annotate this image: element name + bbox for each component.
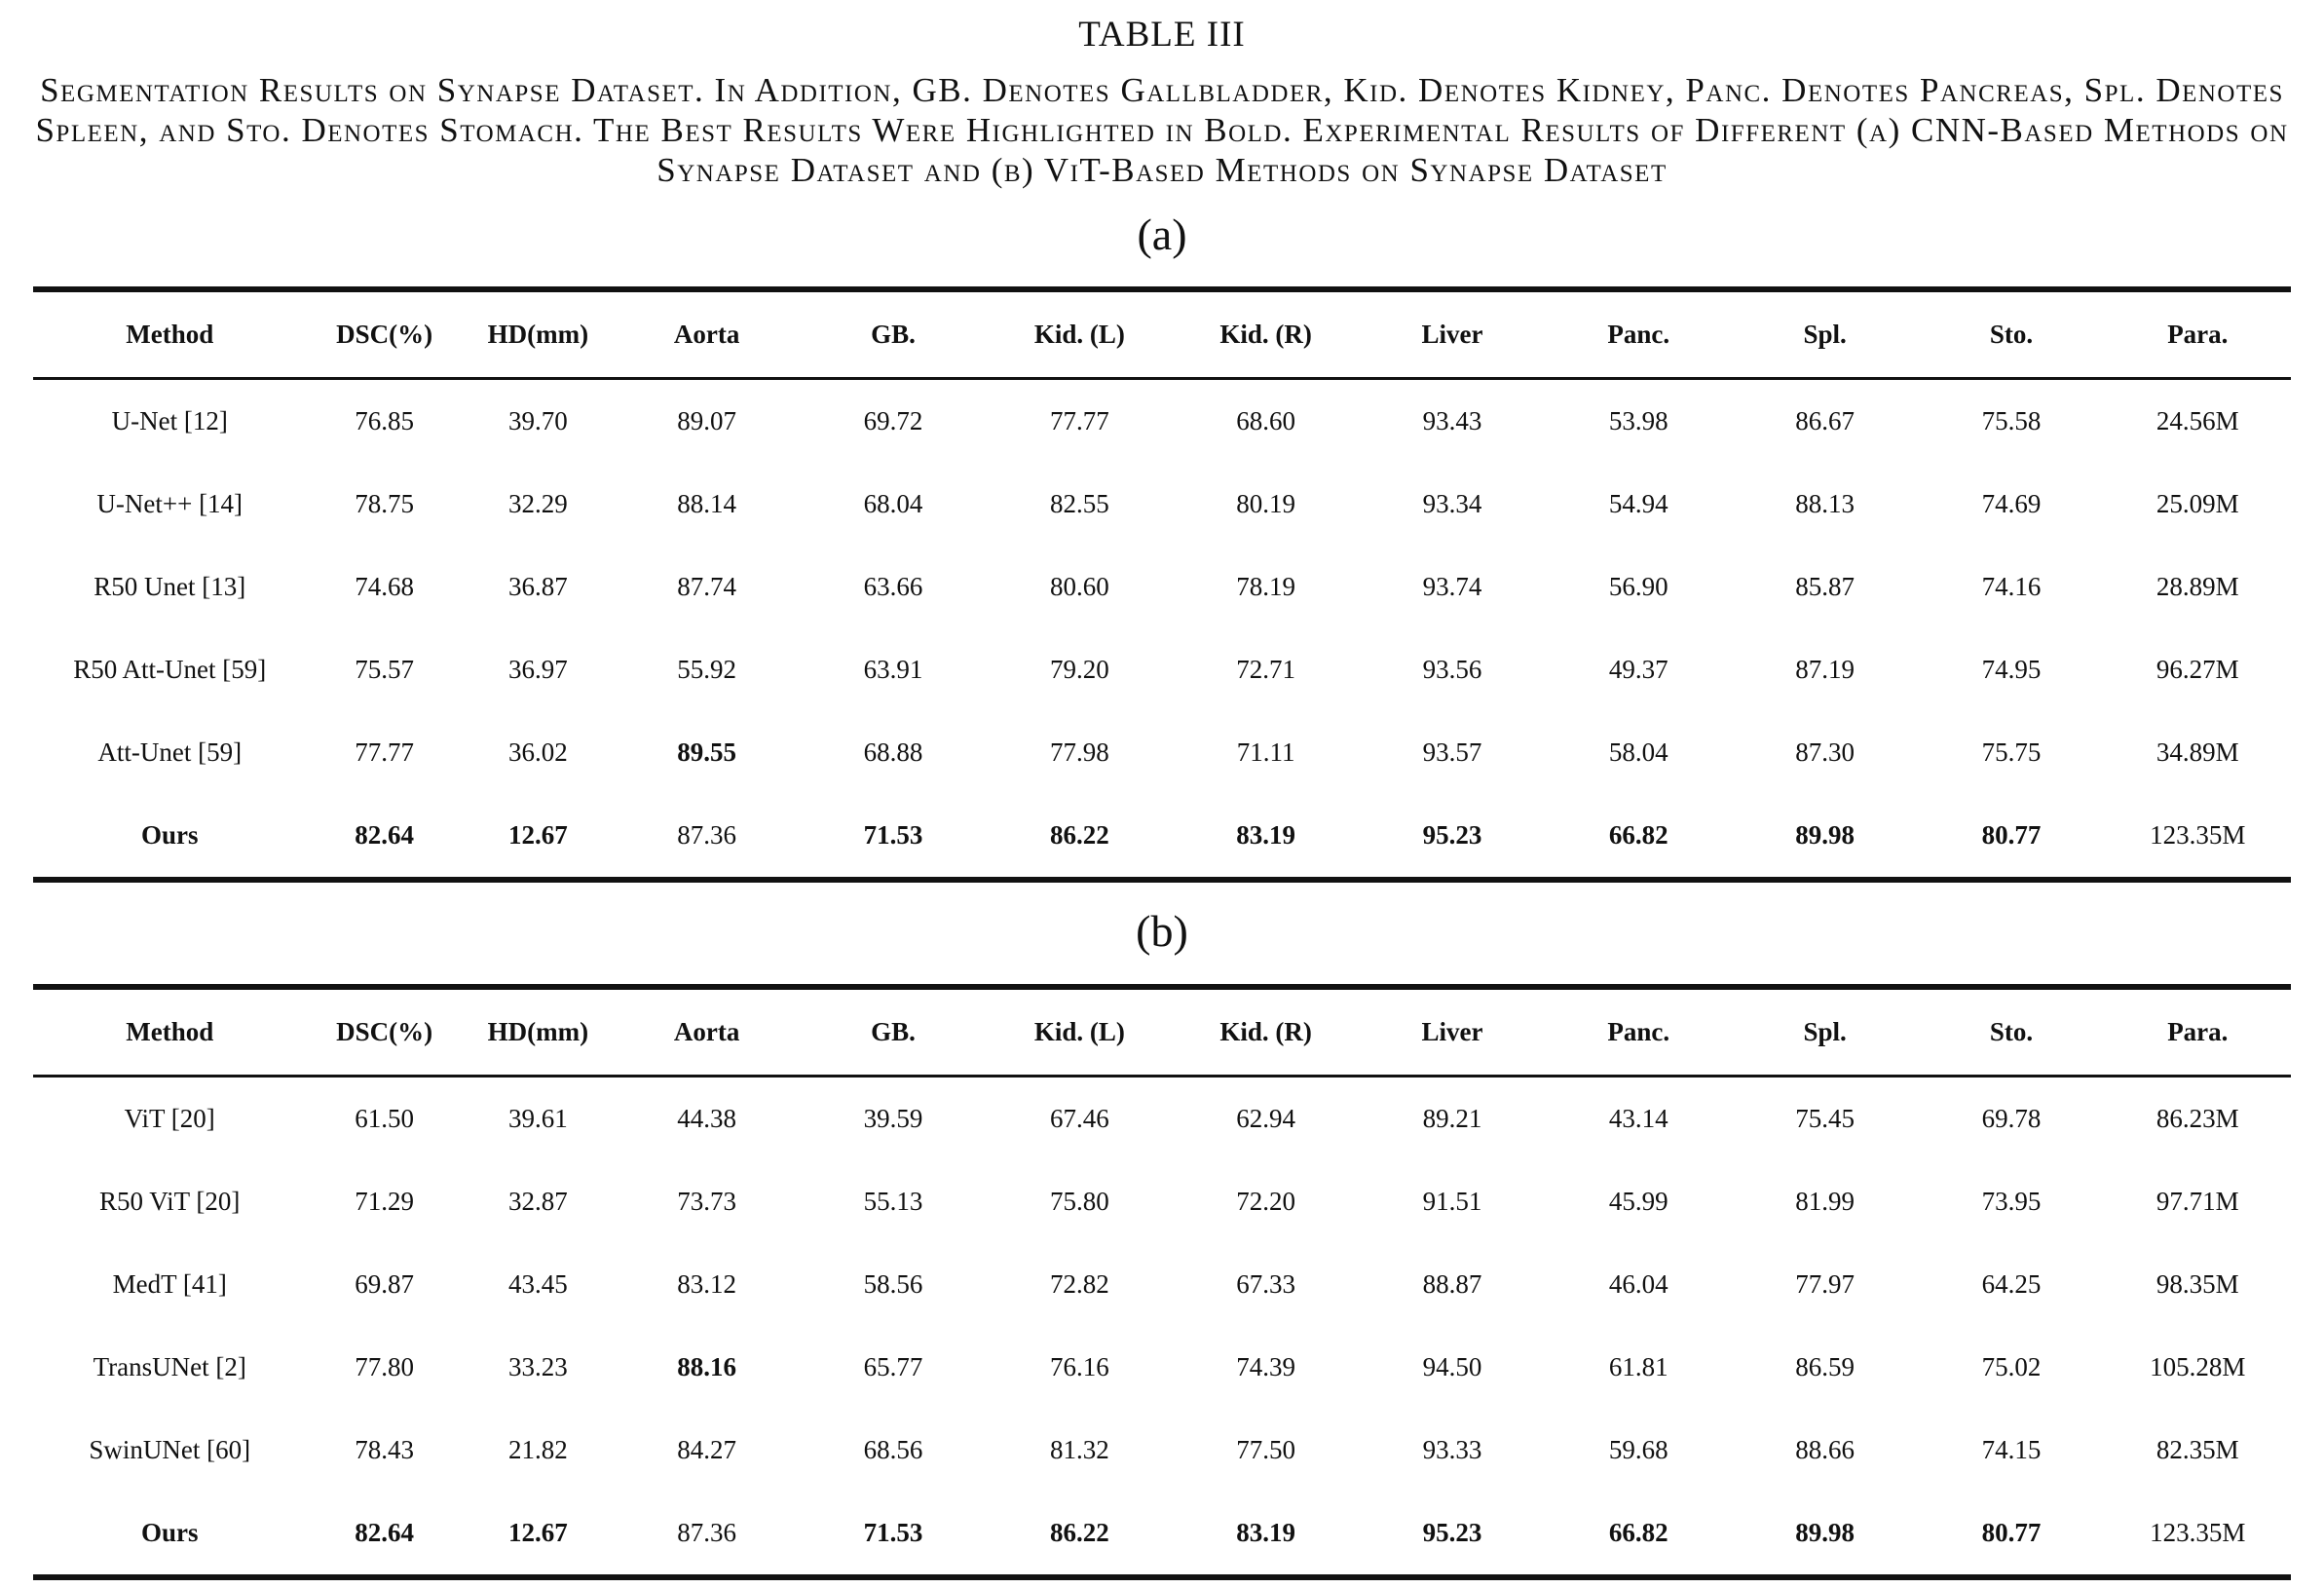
value-cell: 36.87 xyxy=(507,572,568,601)
column-header: Method xyxy=(126,1017,214,1046)
value-cell: 39.59 xyxy=(863,1104,923,1133)
value-cell: 82.64 xyxy=(355,1518,414,1547)
column-header: GB. xyxy=(871,320,916,349)
column-header: Panc. xyxy=(1607,1017,1670,1046)
value-cell: 74.15 xyxy=(1981,1435,2042,1464)
value-cell: 75.58 xyxy=(1981,406,2042,435)
value-cell: 72.20 xyxy=(1236,1187,1296,1216)
panel-b-label: (b) xyxy=(1136,906,1188,956)
value-cell: 68.60 xyxy=(1236,406,1296,435)
panel-a-label: (a) xyxy=(1137,209,1187,259)
column-header: GB. xyxy=(871,1017,916,1046)
method-cell: SwinUNet [60] xyxy=(89,1435,251,1464)
value-cell: 89.98 xyxy=(1795,1518,1855,1547)
value-cell: 89.98 xyxy=(1795,820,1855,850)
column-header: Para. xyxy=(2167,1017,2229,1046)
value-cell: 34.89M xyxy=(2155,737,2239,767)
value-cell: 93.74 xyxy=(1422,572,1482,601)
method-cell: U-Net [12] xyxy=(111,406,228,435)
table-row xyxy=(33,711,2291,794)
value-cell: 32.29 xyxy=(507,489,568,518)
value-cell: 81.99 xyxy=(1795,1187,1855,1216)
value-cell: 87.30 xyxy=(1795,737,1855,767)
column-header: Spl. xyxy=(1803,1017,1847,1046)
table-row xyxy=(33,1326,2291,1409)
value-cell: 74.68 xyxy=(355,572,414,601)
value-cell: 84.27 xyxy=(677,1435,737,1464)
value-cell: 97.71M xyxy=(2155,1187,2239,1216)
value-cell: 55.92 xyxy=(677,655,737,684)
value-cell: 73.95 xyxy=(1981,1187,2042,1216)
method-cell: Att-Unet [59] xyxy=(97,737,243,767)
table-row xyxy=(33,1160,2291,1243)
value-cell: 89.21 xyxy=(1422,1104,1482,1133)
value-cell: 67.46 xyxy=(1049,1104,1109,1133)
column-header: Aorta xyxy=(673,1017,740,1046)
value-cell: 95.23 xyxy=(1422,820,1482,850)
column-header: DSC(%) xyxy=(336,1017,433,1046)
value-cell: 87.19 xyxy=(1795,655,1855,684)
header-row xyxy=(33,289,2291,379)
value-cell: 87.36 xyxy=(677,820,737,850)
value-cell: 33.23 xyxy=(507,1352,568,1381)
value-cell: 75.02 xyxy=(1981,1352,2042,1381)
value-cell: 58.04 xyxy=(1608,737,1668,767)
table-number: TABLE III xyxy=(1078,15,1246,55)
value-cell: 83.19 xyxy=(1236,1518,1296,1547)
value-cell: 45.99 xyxy=(1608,1187,1668,1216)
value-cell: 88.16 xyxy=(677,1352,737,1381)
value-cell: 75.80 xyxy=(1049,1187,1109,1216)
value-cell: 80.77 xyxy=(1981,820,2042,850)
value-cell: 88.14 xyxy=(677,489,737,518)
column-header: Aorta xyxy=(673,320,740,349)
value-cell: 36.02 xyxy=(507,737,568,767)
value-cell: 83.19 xyxy=(1236,820,1296,850)
value-cell: 80.60 xyxy=(1049,572,1109,601)
table-row xyxy=(33,1409,2291,1492)
value-cell: 39.61 xyxy=(507,1104,568,1133)
value-cell: 89.55 xyxy=(677,737,737,767)
cnn-results-table xyxy=(33,286,2291,883)
value-cell: 94.50 xyxy=(1422,1352,1482,1381)
table-row xyxy=(33,1492,2291,1577)
table-row xyxy=(33,628,2291,711)
value-cell: 62.94 xyxy=(1236,1104,1296,1133)
value-cell: 39.70 xyxy=(507,406,568,435)
column-header: HD(mm) xyxy=(487,320,589,349)
value-cell: 93.43 xyxy=(1422,406,1482,435)
value-cell: 86.22 xyxy=(1049,1518,1109,1547)
value-cell: 88.66 xyxy=(1795,1435,1855,1464)
value-cell: 77.77 xyxy=(355,737,414,767)
value-cell: 86.23M xyxy=(2155,1104,2239,1133)
value-cell: 25.09M xyxy=(2155,489,2239,518)
value-cell: 83.12 xyxy=(677,1269,737,1299)
table-row xyxy=(33,379,2291,464)
column-header: Para. xyxy=(2167,320,2229,349)
value-cell: 71.53 xyxy=(863,1518,923,1547)
value-cell: 91.51 xyxy=(1422,1187,1482,1216)
method-cell: R50 Unet [13] xyxy=(94,572,246,601)
value-cell: 74.16 xyxy=(1981,572,2042,601)
method-cell: Ours xyxy=(140,820,199,850)
value-cell: 54.94 xyxy=(1608,489,1668,518)
value-cell: 87.74 xyxy=(677,572,737,601)
method-cell: Ours xyxy=(140,1518,199,1547)
value-cell: 86.59 xyxy=(1795,1352,1855,1381)
value-cell: 49.37 xyxy=(1608,655,1668,684)
value-cell: 123.35M xyxy=(2150,1518,2246,1547)
value-cell: 65.77 xyxy=(863,1352,923,1381)
value-cell: 72.71 xyxy=(1236,655,1296,684)
value-cell: 74.69 xyxy=(1981,489,2042,518)
value-cell: 78.75 xyxy=(355,489,414,518)
value-cell: 93.34 xyxy=(1422,489,1482,518)
value-cell: 67.33 xyxy=(1236,1269,1296,1299)
value-cell: 24.56M xyxy=(2155,406,2239,435)
value-cell: 77.77 xyxy=(1049,406,1109,435)
value-cell: 69.87 xyxy=(355,1269,414,1299)
value-cell: 66.82 xyxy=(1608,1518,1668,1547)
value-cell: 81.32 xyxy=(1049,1435,1109,1464)
value-cell: 32.87 xyxy=(507,1187,568,1216)
value-cell: 95.23 xyxy=(1422,1518,1482,1547)
value-cell: 96.27M xyxy=(2155,655,2239,684)
value-cell: 87.36 xyxy=(677,1518,737,1547)
column-header: Sto. xyxy=(1989,320,2034,349)
value-cell: 36.97 xyxy=(507,655,568,684)
column-header: Method xyxy=(126,320,214,349)
value-cell: 69.72 xyxy=(863,406,923,435)
value-cell: 80.77 xyxy=(1981,1518,2042,1547)
value-cell: 75.57 xyxy=(355,655,414,684)
method-cell: MedT [41] xyxy=(112,1269,227,1299)
table-row xyxy=(33,463,2291,546)
value-cell: 53.98 xyxy=(1608,406,1668,435)
value-cell: 73.73 xyxy=(677,1187,737,1216)
value-cell: 89.07 xyxy=(677,406,737,435)
value-cell: 77.97 xyxy=(1795,1269,1855,1299)
value-cell: 43.45 xyxy=(507,1269,568,1299)
column-header: HD(mm) xyxy=(487,1017,589,1046)
value-cell: 79.20 xyxy=(1049,655,1109,684)
column-header: Kid. (L) xyxy=(1033,320,1125,349)
value-cell: 93.56 xyxy=(1422,655,1482,684)
value-cell: 69.78 xyxy=(1981,1104,2042,1133)
value-cell: 12.67 xyxy=(507,820,568,850)
value-cell: 56.90 xyxy=(1608,572,1668,601)
value-cell: 74.39 xyxy=(1236,1352,1296,1381)
value-cell: 78.19 xyxy=(1236,572,1296,601)
value-cell: 78.43 xyxy=(355,1435,414,1464)
vit-results-table xyxy=(33,984,2291,1580)
method-cell: R50 ViT [20] xyxy=(99,1187,241,1216)
value-cell: 66.82 xyxy=(1608,820,1668,850)
value-cell: 71.53 xyxy=(863,820,923,850)
value-cell: 105.28M xyxy=(2150,1352,2246,1381)
value-cell: 21.82 xyxy=(507,1435,568,1464)
value-cell: 93.57 xyxy=(1422,737,1482,767)
value-cell: 12.67 xyxy=(507,1518,568,1547)
column-header: Spl. xyxy=(1803,320,1847,349)
value-cell: 44.38 xyxy=(677,1104,737,1133)
method-cell: R50 Att-Unet [59] xyxy=(73,655,267,684)
column-header: DSC(%) xyxy=(336,320,433,349)
value-cell: 43.14 xyxy=(1608,1104,1668,1133)
value-cell: 76.16 xyxy=(1049,1352,1109,1381)
value-cell: 63.66 xyxy=(863,572,923,601)
value-cell: 74.95 xyxy=(1981,655,2042,684)
value-cell: 58.56 xyxy=(863,1269,923,1299)
value-cell: 61.81 xyxy=(1608,1352,1668,1381)
value-cell: 82.64 xyxy=(355,820,414,850)
value-cell: 61.50 xyxy=(355,1104,414,1133)
value-cell: 88.87 xyxy=(1422,1269,1482,1299)
column-header: Liver xyxy=(1421,320,1483,349)
value-cell: 64.25 xyxy=(1981,1269,2042,1299)
table-row xyxy=(33,1077,2291,1161)
method-cell: TransUNet [2] xyxy=(93,1352,246,1381)
value-cell: 85.87 xyxy=(1795,572,1855,601)
value-cell: 55.13 xyxy=(863,1187,923,1216)
value-cell: 63.91 xyxy=(863,655,923,684)
column-header: Liver xyxy=(1421,1017,1483,1046)
table-row xyxy=(33,1243,2291,1326)
value-cell: 77.50 xyxy=(1236,1435,1296,1464)
column-header: Panc. xyxy=(1607,320,1670,349)
value-cell: 75.75 xyxy=(1981,737,2042,767)
value-cell: 28.89M xyxy=(2155,572,2239,601)
value-cell: 68.04 xyxy=(863,489,923,518)
column-header: Kid. (R) xyxy=(1219,1017,1312,1046)
column-header: Kid. (R) xyxy=(1219,320,1312,349)
value-cell: 93.33 xyxy=(1422,1435,1482,1464)
value-cell: 59.68 xyxy=(1608,1435,1668,1464)
table-row xyxy=(33,794,2291,880)
value-cell: 82.55 xyxy=(1049,489,1109,518)
header-row xyxy=(33,987,2291,1077)
value-cell: 68.56 xyxy=(863,1435,923,1464)
method-cell: ViT [20] xyxy=(124,1104,215,1133)
value-cell: 86.67 xyxy=(1795,406,1855,435)
value-cell: 71.11 xyxy=(1236,737,1295,767)
value-cell: 72.82 xyxy=(1049,1269,1109,1299)
value-cell: 71.29 xyxy=(355,1187,414,1216)
value-cell: 123.35M xyxy=(2150,820,2246,850)
column-header: Kid. (L) xyxy=(1033,1017,1125,1046)
value-cell: 88.13 xyxy=(1795,489,1855,518)
method-cell: U-Net++ [14] xyxy=(96,489,244,518)
value-cell: 77.98 xyxy=(1049,737,1109,767)
table-caption: Segmentation Results on Synapse Dataset. In Addition, GB. Denotes Gallbladder, Kid. Denotes Kidney, Panc. Denotes Pancreas, Spl. Denotes Spleen, and Sto. Denotes Stomach. The Best Results Were Highlighted in Bold. Experimental Results of Different (a) CNN-Based Methods on Synapse Dataset and (b) ViT-Based Methods on Synapse Dataset xyxy=(35,71,2289,189)
value-cell: 75.45 xyxy=(1795,1104,1855,1133)
value-cell: 46.04 xyxy=(1608,1269,1668,1299)
value-cell: 98.35M xyxy=(2155,1269,2239,1299)
value-cell: 86.22 xyxy=(1049,820,1109,850)
column-header: Sto. xyxy=(1989,1017,2034,1046)
table-row xyxy=(33,546,2291,628)
value-cell: 68.88 xyxy=(863,737,923,767)
value-cell: 82.35M xyxy=(2155,1435,2239,1464)
value-cell: 76.85 xyxy=(355,406,414,435)
value-cell: 80.19 xyxy=(1236,489,1296,518)
value-cell: 77.80 xyxy=(355,1352,414,1381)
